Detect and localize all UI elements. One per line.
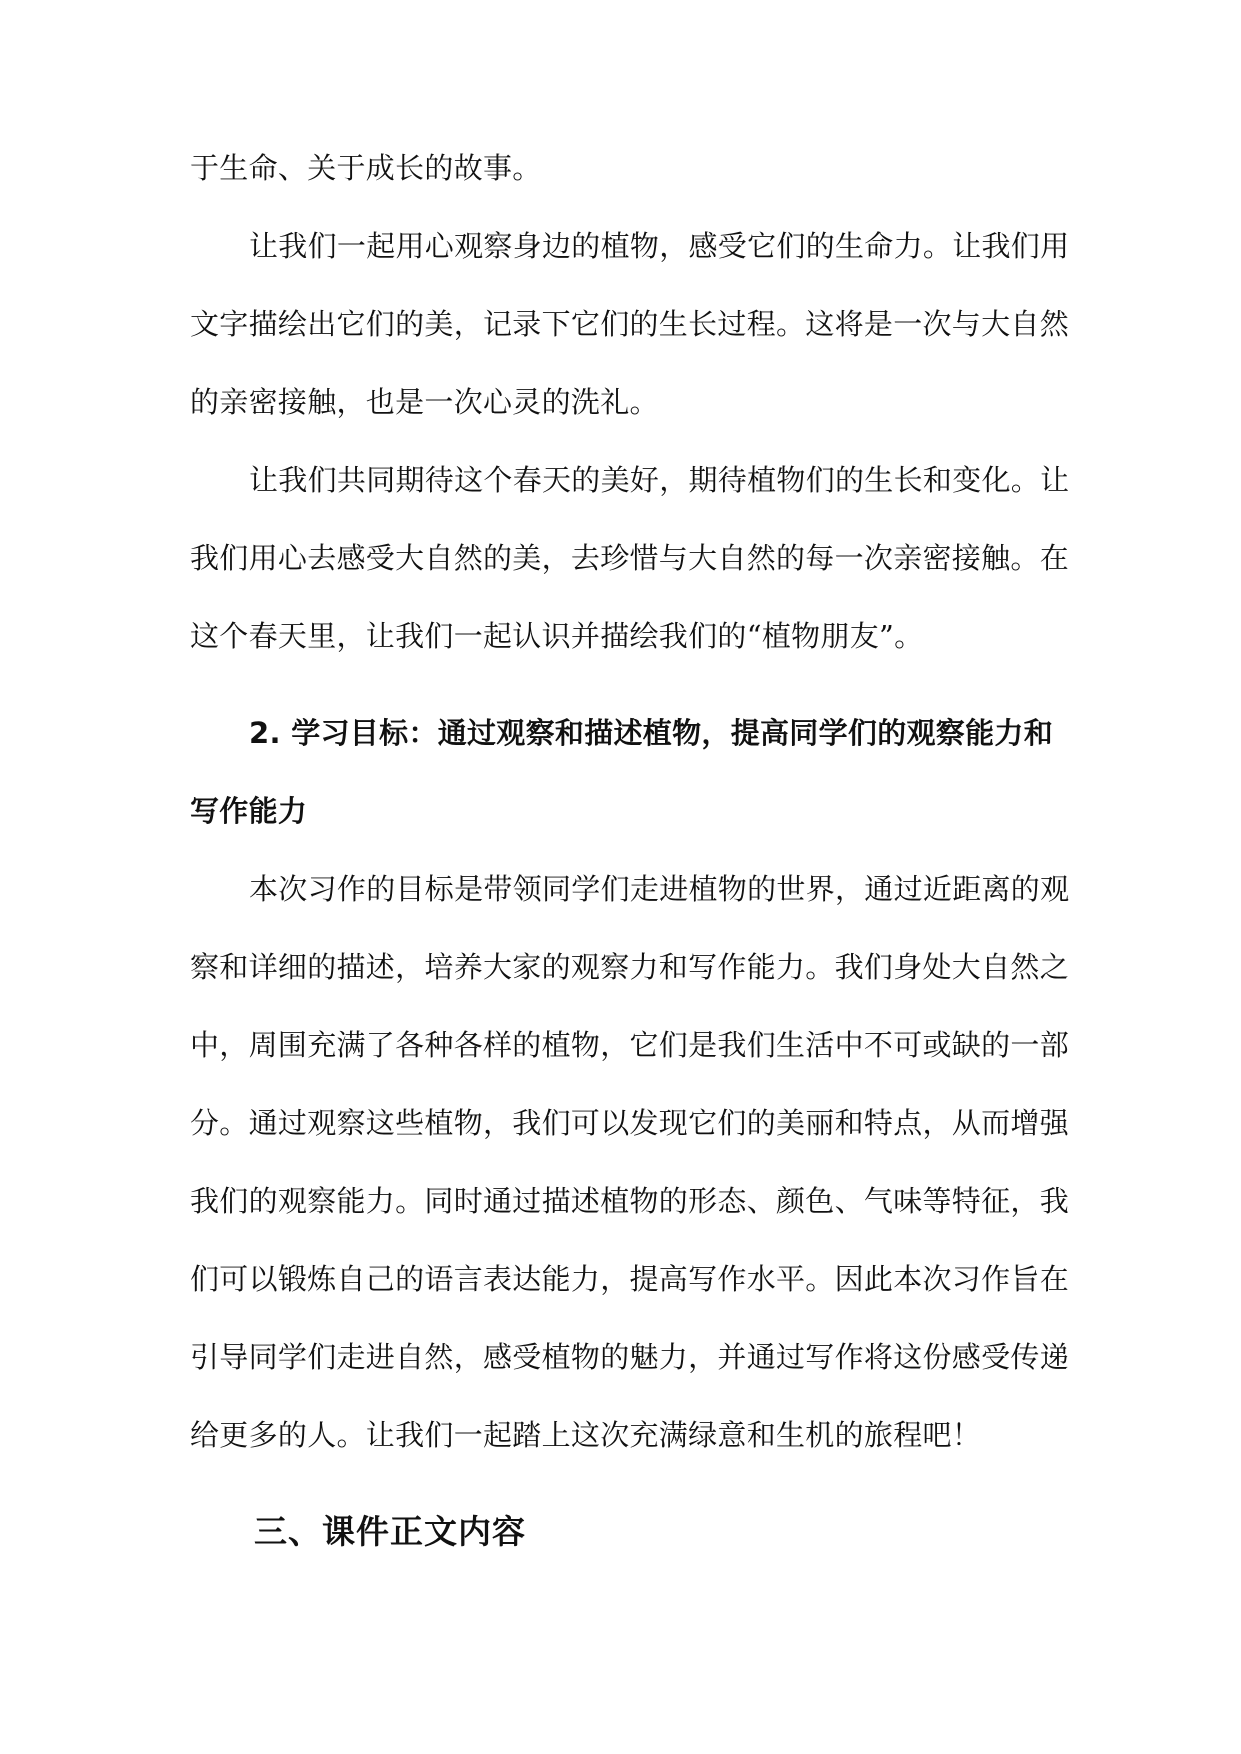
section-title: 三、课件正文内容 <box>254 1512 526 1551</box>
paragraph-line: 文字描绘出它们的美，记录下它们的生长过程。这将是一次与大自然 <box>190 307 1070 341</box>
paragraph-line: 让我们一起用心观察身边的植物，感受它们的生命力。让我们用 <box>249 229 1070 263</box>
paragraph-line: 的亲密接触，也是一次心灵的洗礼。 <box>190 385 659 419</box>
subheading-line: 2. 学习目标：通过观察和描述植物，提高同学们的观察能力和 <box>249 716 1053 750</box>
paragraph-line: 本次习作的目标是带领同学们走进植物的世界，通过近距离的观 <box>249 872 1070 906</box>
paragraph-line: 我们的观察能力。同时通过描述植物的形态、颜色、气味等特征，我 <box>190 1184 1070 1218</box>
paragraph-line: 中，周围充满了各种各样的植物，它们是我们生活中不可或缺的一部 <box>190 1028 1070 1062</box>
paragraph-line: 察和详细的描述，培养大家的观察力和写作能力。我们身处大自然之 <box>190 950 1070 984</box>
paragraph-line: 这个春天里，让我们一起认识并描绘我们的“植物朋友”。 <box>190 619 924 653</box>
paragraph-line: 给更多的人。让我们一起踏上这次充满绿意和生机的旅程吧！ <box>190 1418 982 1452</box>
paragraph-line: 让我们共同期待这个春天的美好，期待植物们的生长和变化。让 <box>249 463 1070 497</box>
paragraph-line: 于生命、关于成长的故事。 <box>190 151 542 185</box>
paragraph-line: 们可以锻炼自己的语言表达能力，提高写作水平。因此本次习作旨在 <box>190 1262 1070 1296</box>
paragraph-line: 分。通过观察这些植物，我们可以发现它们的美丽和特点，从而增强 <box>190 1106 1070 1140</box>
subheading-line: 写作能力 <box>190 794 308 828</box>
paragraph-line: 引导同学们走进自然，感受植物的魅力，并通过写作将这份感受传递 <box>190 1340 1070 1374</box>
paragraph-line: 我们用心去感受大自然的美，去珍惜与大自然的每一次亲密接触。在 <box>190 541 1070 575</box>
